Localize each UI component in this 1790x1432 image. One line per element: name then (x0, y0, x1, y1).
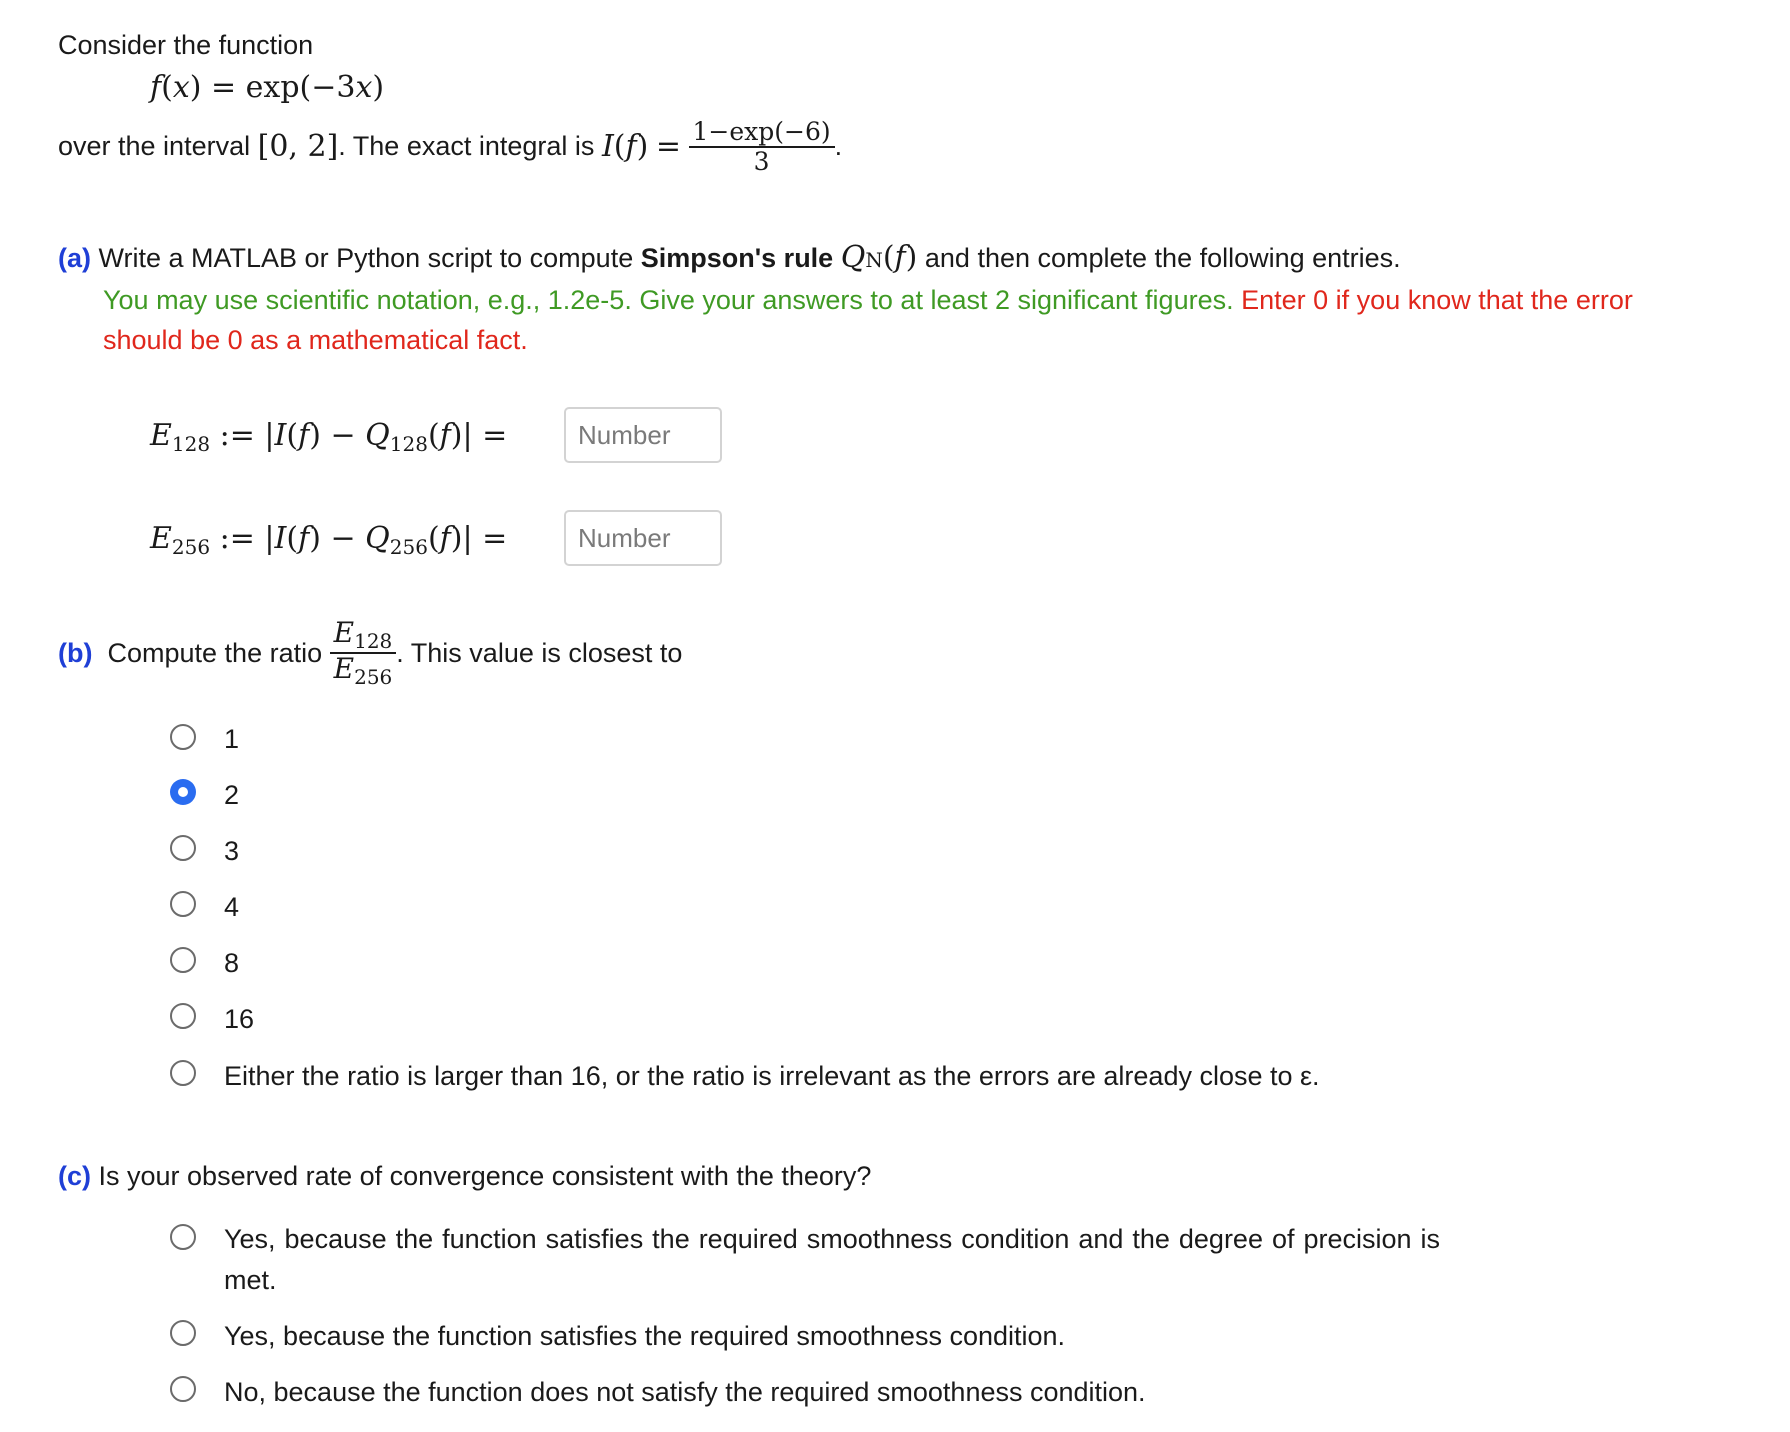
E-symbol: E (150, 418, 172, 453)
period: . (834, 131, 843, 161)
c-option-label-3: No, because the function does not satisfy the required smoothness condition. (224, 1377, 1146, 1407)
note-red-2: should be 0 as a mathematical fact. (103, 325, 528, 355)
Q-symbol-256: Q (365, 521, 390, 556)
option-label-3: 3 (224, 836, 240, 866)
note-red-1: Enter 0 if you know that the error (1241, 285, 1633, 315)
option-label-8: 8 (224, 948, 240, 978)
part-a-text1: Write a MATLAB or Python script to compute (98, 243, 634, 273)
Q-arg-f: f (894, 240, 906, 275)
interval-line: over the interval [0, 2] . The exact integral is I ( f ) = $\frac{1-\exp(-6)}{3}$ . (58, 117, 843, 176)
part-c-text: Is your observed rate of convergence consistent with the theory? (98, 1161, 872, 1191)
I-symbol: I (274, 418, 287, 453)
E-symbol-b: E (150, 521, 172, 556)
exact-numerator: 1−exp(−6) (689, 118, 835, 148)
part-b-label: (b) (58, 637, 93, 668)
radio-option-8[interactable] (170, 947, 196, 973)
Q-symbol-128: Q (365, 418, 390, 453)
ratio-E-den: E (333, 652, 355, 685)
note-green-text: You may use scientific notation, e.g., 1.2e-5. Give your answers to at least 2 significant figures. (103, 285, 1234, 315)
note-green (103, 285, 1633, 316)
func-x: x (172, 70, 190, 105)
E-sub-256: 256 (171, 535, 211, 559)
f-symbol: f (298, 418, 310, 453)
I-symbol-b: I (274, 521, 287, 556)
part-b-text1: Compute the ratio (107, 637, 323, 668)
part-a-question: (a) Write a MATLAB or Python script to compute Simpson's rule Q N ( f ) and then complete the following entries. (58, 240, 1401, 275)
ratio-sub-256: 256 (354, 665, 393, 689)
integral-f: f (625, 129, 637, 164)
radio-c-option-1[interactable] (170, 1224, 196, 1250)
option-label-1: 1 (224, 724, 240, 754)
option-label-16: 16 (224, 1004, 255, 1034)
integral-I: I (601, 129, 614, 164)
part-b-text2: . This value is closest to (396, 637, 683, 668)
E128-input[interactable]: Number (564, 407, 722, 463)
option-label-2: 2 (224, 780, 240, 810)
Q-sub-128: 128 (389, 432, 428, 456)
abs-end: )| = (450, 418, 508, 453)
radio-option-3[interactable] (170, 835, 196, 861)
over-text: over the interval (58, 131, 251, 161)
func-close: ) (372, 70, 385, 105)
part-c-label: (c) (58, 1161, 91, 1191)
f-symbol-b2: f (439, 521, 451, 556)
E-sub-128: 128 (171, 432, 211, 456)
ratio-fraction (330, 618, 397, 688)
exact-text: . The exact integral is (338, 131, 595, 161)
option-label-either: Either the ratio is larger than 16, or the ratio is irrelevant as the errors are already close to ε. (224, 1061, 1320, 1091)
radio-option-either[interactable] (170, 1060, 196, 1086)
c-option-label-2: Yes, because the function satisfies the required smoothness condition. (224, 1321, 1066, 1351)
exact-denominator: 3 (753, 146, 770, 176)
ratio-E-num: E (333, 616, 355, 649)
f-symbol-2: f (439, 418, 451, 453)
abs-end-b: )| = (450, 521, 508, 556)
exact-fraction (689, 118, 835, 175)
interval-value: [0, 2] (257, 129, 339, 164)
simpsons-rule: Simpson's rule (640, 243, 834, 273)
E256-formula: $E_{256}$ := $|I(f) - Q_{256}(f)|$ = (150, 521, 508, 559)
radio-c-option-2[interactable] (170, 1320, 196, 1346)
equals: = (655, 129, 681, 164)
func-x2: x (355, 70, 373, 105)
f-symbol-b: f (298, 521, 310, 556)
Q-symbol: Q (840, 240, 866, 275)
radio-option-1[interactable] (170, 724, 196, 750)
def-symbol-b: := | (219, 521, 275, 556)
radio-option-2[interactable] (170, 779, 196, 805)
function-formula: f(x) = exp(−3x) (150, 70, 385, 105)
option-label-4: 4 (224, 892, 240, 922)
func-f: f (150, 70, 162, 105)
minus-symbol: ) − (309, 418, 366, 453)
intro-text: Consider the function (58, 30, 314, 60)
c-option-label-1: Yes, because the function satisfies the required smoothness condition and the degree of precision is met. (224, 1224, 1440, 1295)
E256-input[interactable]: Number (564, 510, 722, 566)
Q-sub-256: 256 (389, 535, 428, 559)
part-c-question (58, 1161, 871, 1192)
part-a-label: (a) (58, 243, 91, 273)
radio-c-option-3[interactable] (170, 1376, 196, 1402)
part-b-question (58, 618, 682, 688)
def-symbol: := | (219, 418, 275, 453)
E128-formula: $E_{128}$ := $|I(f) - Q_{128}(f)|$ = (150, 418, 508, 456)
N-subscript: N (865, 248, 883, 272)
radio-option-4[interactable] (170, 891, 196, 917)
minus-symbol-b: ) − (309, 521, 366, 556)
part-a-text2: and then complete the following entries. (924, 243, 1401, 273)
ratio-sub-128: 128 (354, 629, 393, 653)
radio-option-16[interactable] (170, 1003, 196, 1029)
func-rhs: = exp(−3 (211, 70, 356, 105)
